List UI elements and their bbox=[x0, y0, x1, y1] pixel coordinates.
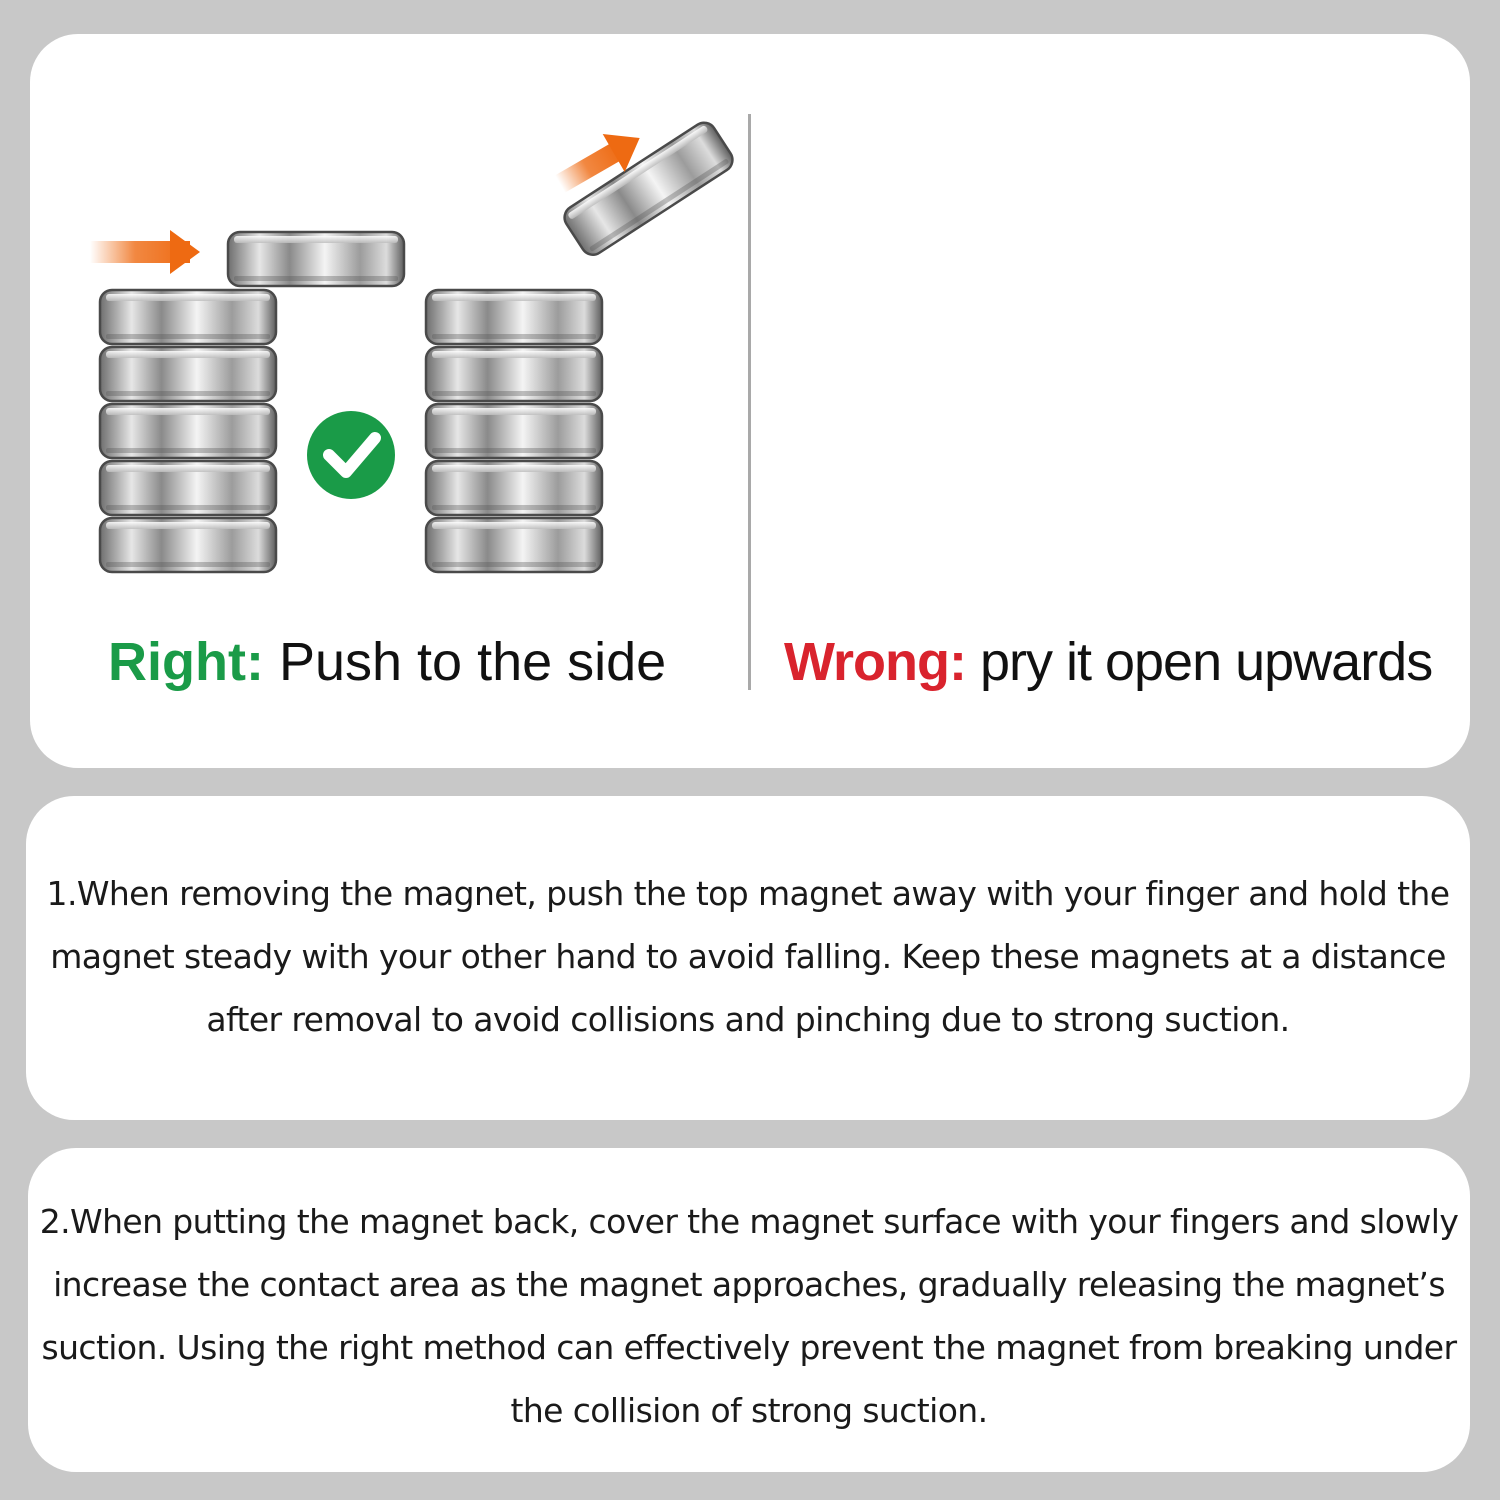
wrong-method-caption bbox=[784, 622, 1432, 702]
right-text: Push to the side bbox=[263, 632, 667, 692]
magnet-stack-left-1 bbox=[100, 232, 404, 572]
instruction-card-1 bbox=[26, 796, 1470, 1120]
instruction-card-2 bbox=[28, 1148, 1470, 1472]
magnet-stack-left-2 bbox=[426, 118, 737, 572]
divider bbox=[748, 114, 751, 690]
wrong-label: Wrong: bbox=[784, 632, 966, 692]
check-circle-icon bbox=[307, 411, 395, 499]
right-label: Right: bbox=[108, 632, 264, 692]
wrong-text: pry it open upwards bbox=[965, 632, 1433, 692]
method-comparison-card bbox=[30, 34, 1470, 768]
instruction-text-1: 1.When removing the magnet, push the top magnet away with your finger and hold the magnet steady with your other hand to avoid falling. Keep these magnets at a distance after removal to avoid collisions and pinching due to strong suction. bbox=[46, 874, 1450, 1039]
right-method-caption bbox=[108, 622, 666, 702]
push-arrow-icon bbox=[90, 230, 200, 274]
instruction-text-2: 2.When putting the magnet back, cover the magnet surface with your fingers and slowly increase the contact area as the magnet approaches, gradually releasing the magnet’s suction. Using the right method can effectively prevent the magnet from breaking under the collision of strong suction. bbox=[39, 1202, 1459, 1430]
